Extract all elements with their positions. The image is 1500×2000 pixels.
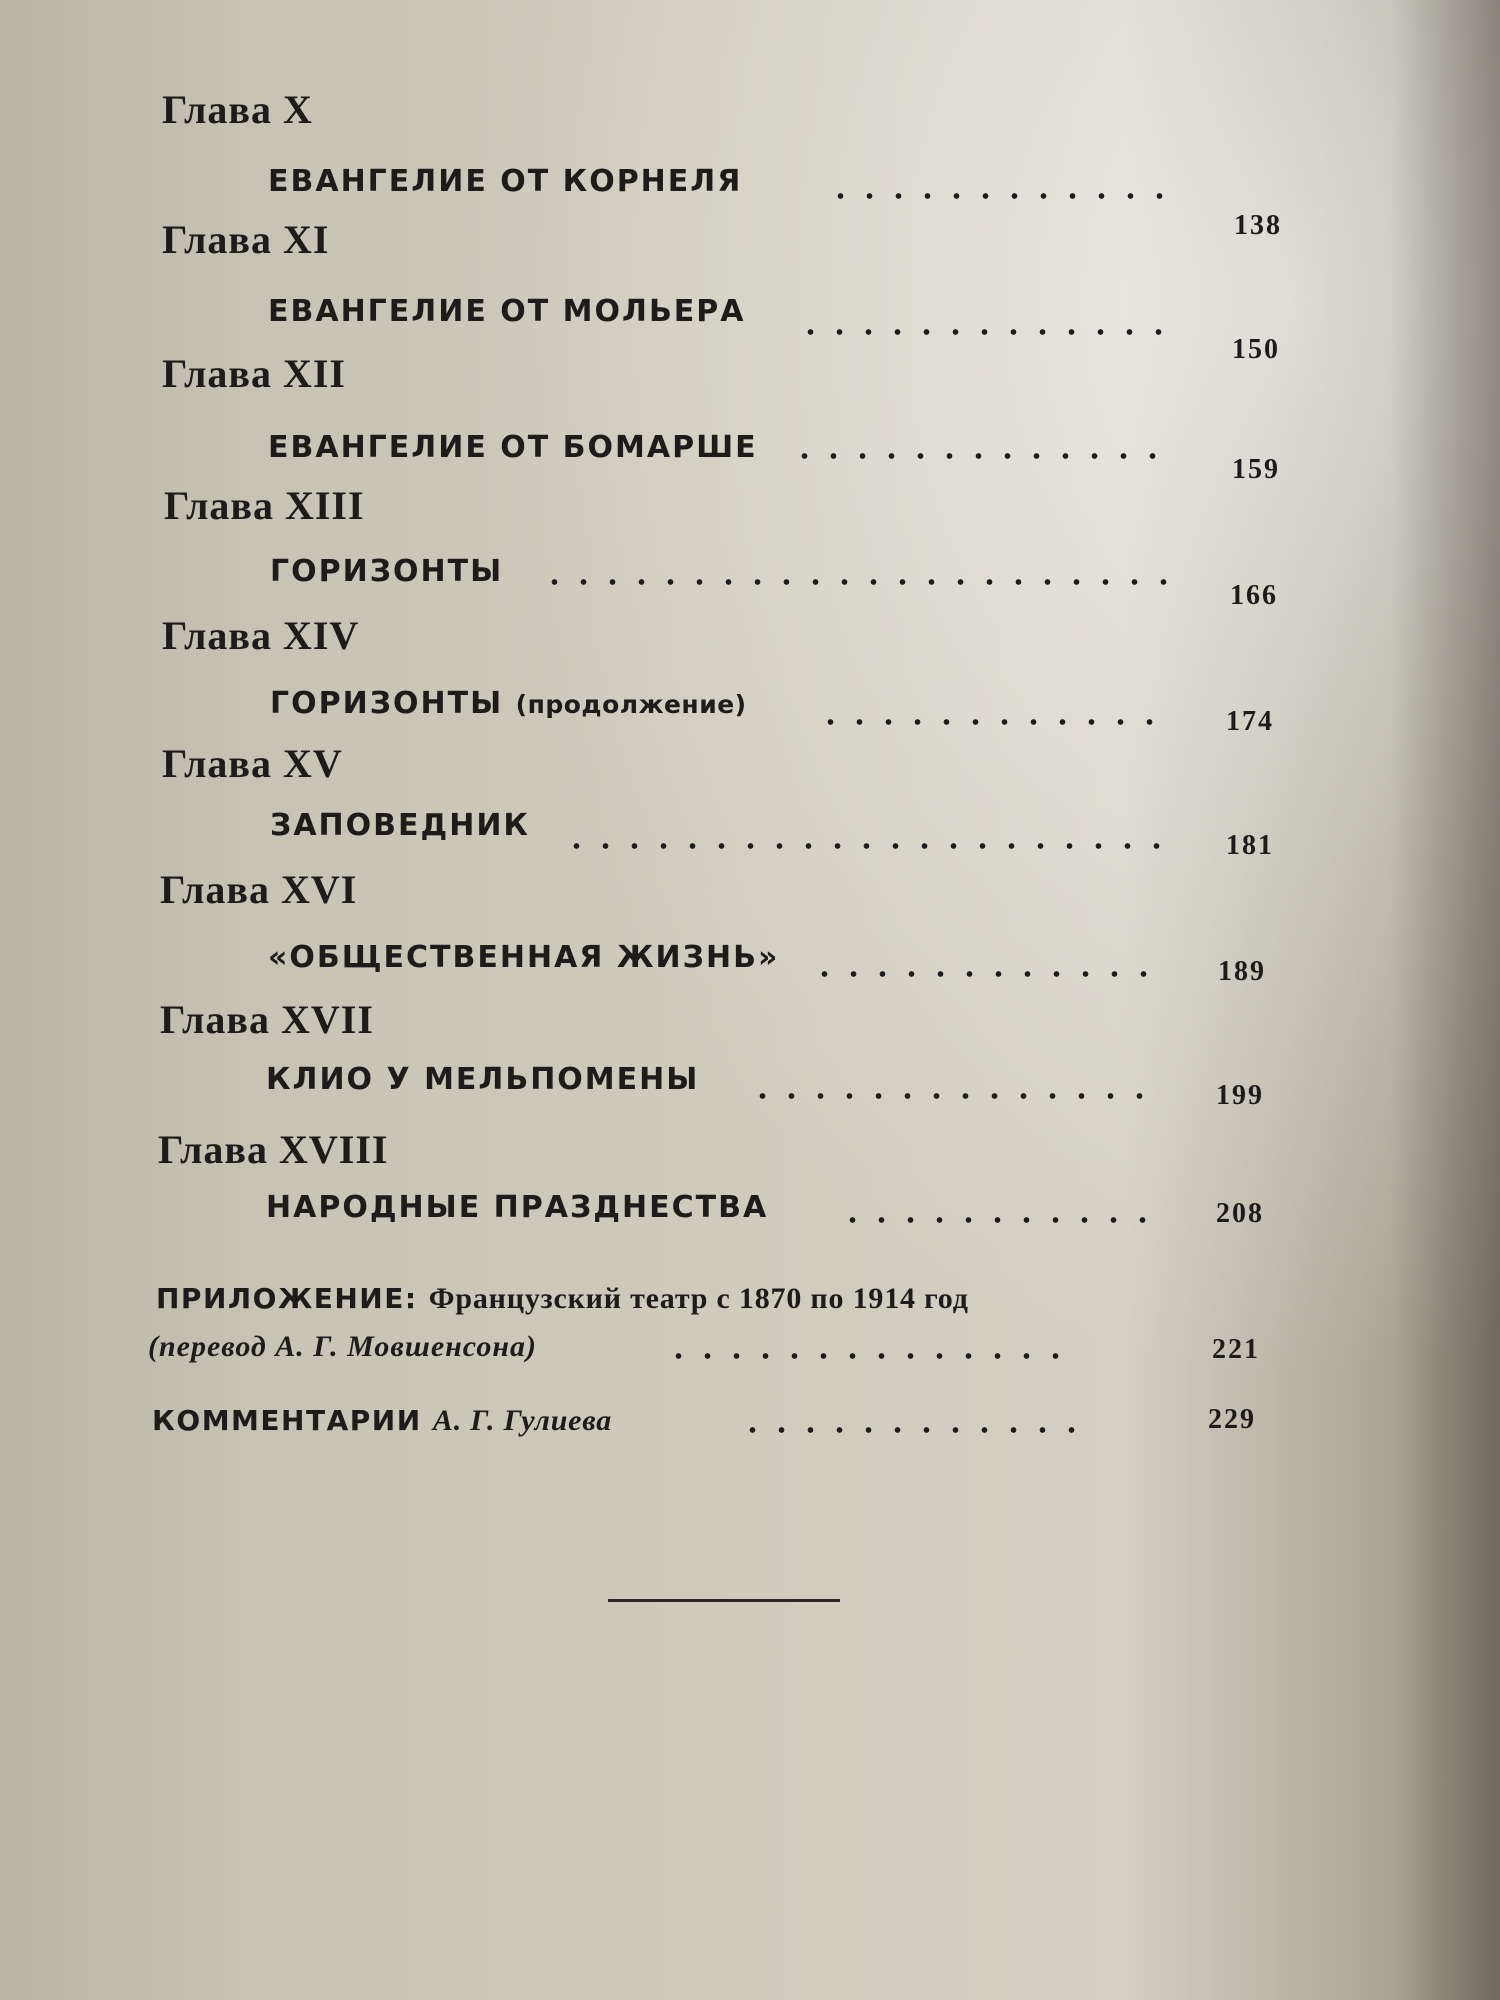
dot-leader [816,718,1172,726]
dot-leader [810,970,1166,978]
page-number: 199 [1216,1080,1264,1111]
dot-leader [796,328,1172,336]
dot-leader [748,1092,1164,1100]
chapter-title: ЕВАНГЕЛИЕ ОТ КОРНЕЛЯ [268,164,743,199]
dot-leader [664,1352,1078,1360]
dot-leader [738,1426,1078,1434]
page-number: 189 [1218,956,1266,987]
chapter-title-note: (продолжение) [515,690,747,719]
page-number: 181 [1226,830,1274,861]
chapter-label: Глава XII [162,351,346,396]
page-shadow [1390,0,1500,2000]
chapter-label: Глава XIV [162,613,360,658]
appendix-title: Французский театр с 1870 по 1914 год [428,1282,969,1315]
chapter-title: ЕВАНГЕЛИЕ ОТ БОМАРШЕ [268,430,758,465]
chapter-label: Глава XIII [164,483,365,528]
appendix-translator: (перевод А. Г. Мовшенсона) [148,1330,538,1363]
chapter-title: ЕВАНГЕЛИЕ ОТ МОЛЬЕРА [268,294,746,329]
page-number: 208 [1216,1198,1264,1229]
chapter-title: КЛИО У МЕЛЬПОМЕНЫ [266,1062,700,1097]
chapter-label: Глава XVI [160,867,358,912]
appendix-heading: ПРИЛОЖЕНИЕ: [156,1282,418,1315]
dot-leader [562,842,1168,850]
page-number: 166 [1230,580,1278,611]
chapter-label: Глава XVII [160,997,374,1042]
page-number: 229 [1208,1404,1256,1435]
chapter-title: ЗАПОВЕДНИК [270,808,530,843]
end-rule [608,1599,840,1602]
page-number: 174 [1226,706,1274,737]
dot-leader [790,452,1172,460]
chapter-label: Глава XI [162,217,330,262]
dot-leader [540,578,1172,586]
chapter-label: Глава XV [162,741,343,786]
page-number: 138 [1234,210,1282,241]
page-number: 159 [1232,454,1280,485]
chapter-label: Глава X [162,87,313,132]
chapter-label: Глава XVIII [158,1127,389,1172]
chapter-title: НАРОДНЫЕ ПРАЗДНЕСТВА [266,1190,769,1225]
dot-leader [838,1216,1162,1224]
chapter-title: «ОБЩЕСТВЕННАЯ ЖИЗНЬ» [268,940,780,975]
commentary-entry [152,1404,612,1438]
chapter-title: ГОРИЗОНТЫ [270,554,504,589]
page-number: 221 [1212,1334,1260,1365]
chapter-title [270,686,747,721]
commentary-heading: КОММЕНТАРИИ [152,1404,422,1437]
dot-leader [826,192,1174,200]
chapter-title-text: ГОРИЗОНТЫ [270,686,504,721]
commentary-author: А. Г. Гулиева [432,1404,613,1437]
appendix-entry [156,1282,969,1316]
page-number: 150 [1232,334,1280,365]
